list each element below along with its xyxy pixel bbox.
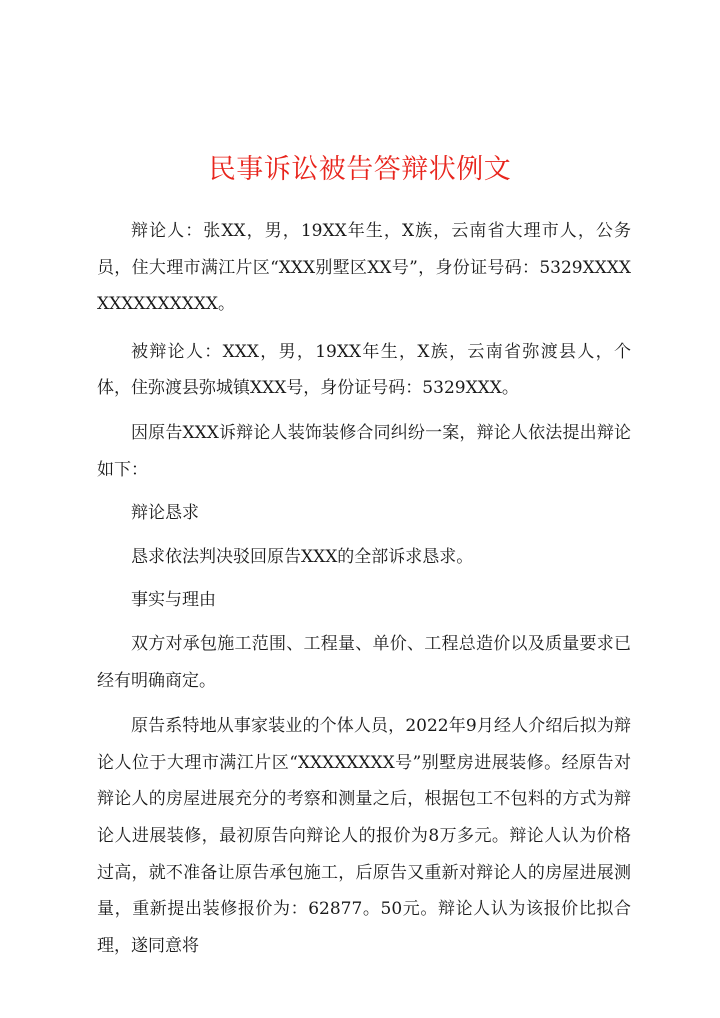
heading-defense-request: 辩论恳求	[131, 503, 199, 524]
paragraph-case-intro: 因原告XXX诉辩论人装饰装修合同纠纷一案，辩论人依法提出辩论如下：	[97, 422, 631, 480]
paragraph-agreement: 双方对承包施工范围、工程量、单价、工程总造价以及质量要求已经有明确商定。	[97, 633, 631, 691]
paragraph-defendant-info: 辩论人：张XX，男，19XX年生，X族，云南省大理市人，公务员，住大理市满江片区“XXX别墅区XX号”，身份证号码：5329XXXXXXXXXXXXXX。	[97, 221, 631, 315]
paragraph-plaintiff-info: 被辩论人：XXX，男，19XX年生，X族，云南省弥渡县人，个体，住弥渡县弥城镇XXX号，身份证号码：5329XXX。	[97, 341, 631, 399]
document-body	[97, 213, 631, 964]
heading-facts-reasons: 事实与理由	[131, 590, 216, 611]
paragraph-facts-detail: 原告系特地从事家装业的个体人员，2022年9月经人介绍后拟为辩论人位于大理市满江片区“XXXXXXXX号”别墅房进展装修。经原告对辩论人的房屋进展充分的考察和测量之后，根据包工不包料的方式为辩论人进展装修，最初原告向辩论人的报价为8万多元。辩论人认为价格过高，就不准备让原告承包施工，后原告又重新对辩论人的房屋进展测量，重新提出装修报价为：62877。50元。辩论人认为该报价比拟合理，遂同意将	[97, 716, 631, 956]
paragraph-request: 恳求依法判决驳回原告XXX的全部诉求恳求。	[131, 546, 474, 567]
document-title: 民事诉讼被告答辩状例文	[208, 154, 512, 185]
